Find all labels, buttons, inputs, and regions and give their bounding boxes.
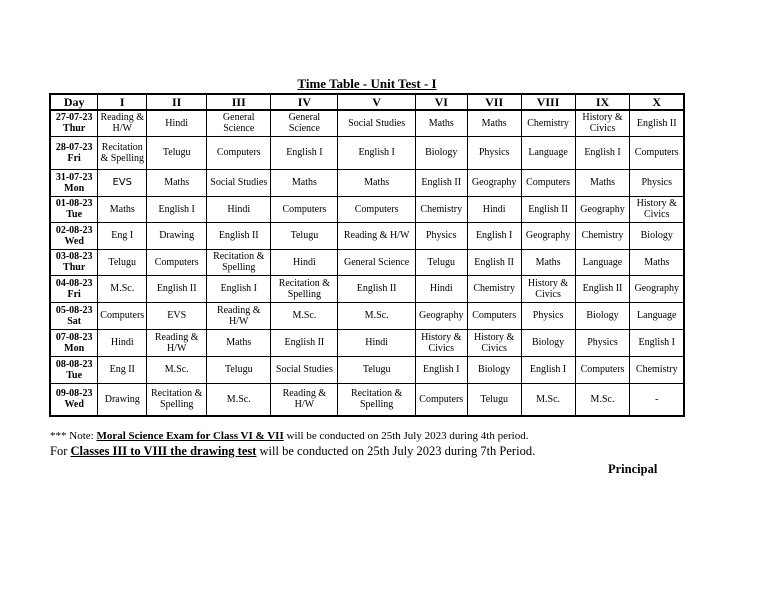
subject-cell: Chemistry: [467, 275, 521, 302]
subject-cell: Recitation & Spelling: [207, 249, 271, 275]
date: 01-08-23: [55, 198, 93, 209]
subject-cell: Social Studies: [207, 169, 271, 196]
note-highlight: Moral Science Exam for Class VI & VII: [96, 430, 284, 442]
weekday: Fri: [67, 152, 81, 164]
subject-cell: Eng II: [98, 356, 147, 383]
note-prefix: *** Note:: [50, 430, 97, 442]
weekday: Fri: [67, 288, 81, 300]
subject-cell: Recitation & Spelling: [338, 383, 415, 416]
subject-cell: Eng I: [98, 222, 147, 249]
table-row: [50, 169, 684, 196]
subject-cell: Hindi: [98, 329, 147, 356]
subject-cell: M.Sc.: [147, 356, 207, 383]
subject-cell: Reading & H/W: [271, 383, 338, 416]
subject-cell: Telugu: [147, 136, 207, 169]
date: 09-08-23: [55, 388, 93, 400]
subject-cell: M.Sc.: [98, 275, 147, 302]
weekday: Tue: [66, 369, 83, 381]
subject-cell: Maths: [271, 169, 338, 196]
subject-cell: Social Studies: [338, 110, 415, 136]
subject-cell: Geography: [630, 275, 684, 302]
subject-cell: M.Sc.: [575, 383, 630, 416]
subject-cell: Recitation & Spelling: [147, 383, 207, 416]
subject-cell: Geography: [467, 169, 521, 196]
subject-cell: Computers: [338, 196, 415, 222]
date-cell: [50, 275, 98, 302]
note-moral-science: [50, 430, 528, 442]
date-cell: [50, 356, 98, 383]
date: 28-07-23: [55, 141, 93, 153]
subject-cell: Computers: [630, 136, 684, 169]
subject-cell: Maths: [98, 196, 147, 222]
date: 05-08-23: [55, 304, 93, 316]
subject-cell: Computers: [147, 249, 207, 275]
subject-cell: Hindi: [415, 275, 467, 302]
subject-cell: Biology: [521, 329, 575, 356]
column-header-class: III: [207, 94, 271, 110]
subject-cell: Reading & H/W: [207, 302, 271, 329]
subject-cell: English I: [575, 136, 630, 169]
subject-cell: English II: [147, 275, 207, 302]
subject-cell: English II: [467, 249, 521, 275]
subject-cell: Language: [521, 136, 575, 169]
date-cell: [50, 169, 98, 196]
weekday: Thur: [63, 123, 86, 135]
subject-cell: English II: [630, 110, 684, 136]
subject-cell: Biology: [575, 302, 630, 329]
date: 04-08-23: [55, 277, 93, 289]
subject-cell: English I: [147, 196, 207, 222]
subject-cell: Recitation & Spelling: [98, 136, 147, 169]
column-header-class: VIII: [521, 94, 575, 110]
subject-cell: Physics: [630, 169, 684, 196]
subject-cell: Maths: [630, 249, 684, 275]
date-cell: [50, 196, 98, 222]
timetable: [49, 93, 685, 417]
subject-cell: Maths: [147, 169, 207, 196]
column-header-class: V: [338, 94, 415, 110]
subject-cell: Geography: [521, 222, 575, 249]
table-row: [50, 110, 684, 136]
subject-cell: Telugu: [415, 249, 467, 275]
subject-cell: Computers: [415, 383, 467, 416]
date: 08-08-23: [55, 358, 93, 370]
note-suffix: will be conducted on 25th July 2023 during 7th Period.: [256, 444, 536, 458]
subject-cell: English I: [207, 275, 271, 302]
subject-cell: Drawing: [147, 222, 207, 249]
subject-cell: Biology: [467, 356, 521, 383]
subject-cell: History & Civics: [575, 110, 630, 136]
table-row: [50, 136, 684, 169]
date-cell: [50, 302, 98, 329]
page-title: Time Table - Unit Test - I: [297, 76, 437, 91]
subject-cell: English II: [575, 275, 630, 302]
subject-cell: Recitation & Spelling: [271, 275, 338, 302]
date-cell: [50, 136, 98, 169]
table-row: [50, 356, 684, 383]
subject-cell: -: [630, 383, 684, 416]
subject-cell: Telugu: [467, 383, 521, 416]
subject-cell: Physics: [575, 329, 630, 356]
table-row: [50, 329, 684, 356]
table-row: [50, 275, 684, 302]
subject-cell: Computers: [271, 196, 338, 222]
subject-cell: Telugu: [271, 222, 338, 249]
date-cell: [50, 249, 98, 275]
subject-cell: Reading & H/W: [338, 222, 415, 249]
subject-cell: Hindi: [207, 196, 271, 222]
subject-cell: Chemistry: [630, 356, 684, 383]
subject-cell: Computers: [467, 302, 521, 329]
table-row: [50, 383, 684, 416]
subject-cell: Maths: [207, 329, 271, 356]
subject-cell: Computers: [207, 136, 271, 169]
subject-cell: Telugu: [98, 249, 147, 275]
subject-cell: Reading & H/W: [147, 329, 207, 356]
date: 27-07-23: [55, 112, 93, 124]
subject-cell: Maths: [467, 110, 521, 136]
weekday: Wed: [64, 235, 84, 247]
date-cell: [50, 329, 98, 356]
subject-cell: Reading & H/W: [98, 110, 147, 136]
weekday: Sat: [67, 315, 82, 327]
note-suffix: will be conducted on 25th July 2023 during 4th period.: [283, 430, 529, 442]
note-highlight: Classes III to VIII the drawing test: [70, 444, 257, 458]
weekday: Mon: [64, 342, 85, 354]
subject-cell: English I: [467, 222, 521, 249]
subject-cell: Biology: [630, 222, 684, 249]
date-cell: [50, 383, 98, 416]
subject-cell: English I: [338, 136, 415, 169]
subject-cell: English II: [338, 275, 415, 302]
signature-principal: Principal: [608, 462, 658, 476]
column-header-class: I: [98, 94, 147, 110]
subject-cell: English I: [415, 356, 467, 383]
subject-cell: English I: [521, 356, 575, 383]
subject-cell: Geography: [415, 302, 467, 329]
subject-cell: General Science: [207, 110, 271, 136]
weekday: Wed: [64, 399, 84, 411]
subject-cell: English I: [271, 136, 338, 169]
subject-cell: Hindi: [147, 110, 207, 136]
column-header-class: VI: [415, 94, 467, 110]
subject-cell: M.Sc.: [338, 302, 415, 329]
subject-cell: Maths: [575, 169, 630, 196]
subject-cell: Chemistry: [521, 110, 575, 136]
column-header-class: IX: [575, 94, 630, 110]
table-row: [50, 222, 684, 249]
table-row: [50, 196, 684, 222]
subject-cell: M.Sc.: [521, 383, 575, 416]
subject-cell: Hindi: [338, 329, 415, 356]
subject-cell: Maths: [415, 110, 467, 136]
subject-cell: Chemistry: [575, 222, 630, 249]
subject-cell: Maths: [521, 249, 575, 275]
subject-cell: General Science: [271, 110, 338, 136]
date: 03-08-23: [55, 251, 93, 262]
subject-cell: EVS: [98, 169, 147, 196]
date: 31-07-23: [55, 171, 93, 183]
subject-cell: Geography: [575, 196, 630, 222]
note-prefix: For: [50, 444, 71, 458]
column-header-class: X: [630, 94, 684, 110]
header-row: [50, 94, 684, 110]
subject-cell: Computers: [575, 356, 630, 383]
subject-cell: Language: [575, 249, 630, 275]
subject-cell: Hindi: [467, 196, 521, 222]
column-header-day: Day: [50, 94, 98, 110]
subject-cell: EVS: [147, 302, 207, 329]
subject-cell: Physics: [467, 136, 521, 169]
subject-cell: English II: [207, 222, 271, 249]
table-row: [50, 249, 684, 275]
subject-cell: Social Studies: [271, 356, 338, 383]
subject-cell: Computers: [521, 169, 575, 196]
weekday: Mon: [64, 182, 85, 194]
subject-cell: Drawing: [98, 383, 147, 416]
subject-cell: History & Civics: [630, 196, 684, 222]
subject-cell: General Science: [338, 249, 415, 275]
subject-cell: Maths: [338, 169, 415, 196]
subject-cell: Physics: [415, 222, 467, 249]
subject-cell: M.Sc.: [271, 302, 338, 329]
subject-cell: English II: [521, 196, 575, 222]
weekday: Thur: [63, 262, 86, 273]
subject-cell: History & Civics: [467, 329, 521, 356]
date-cell: [50, 222, 98, 249]
subject-cell: History & Civics: [415, 329, 467, 356]
subject-cell: Physics: [521, 302, 575, 329]
subject-cell: Telugu: [207, 356, 271, 383]
subject-cell: Chemistry: [415, 196, 467, 222]
note-drawing-test: [50, 444, 535, 459]
date-cell: [50, 110, 98, 136]
subject-cell: Language: [630, 302, 684, 329]
subject-cell: Biology: [415, 136, 467, 169]
subject-cell: Computers: [98, 302, 147, 329]
date: 02-08-23: [55, 224, 93, 236]
date: 07-08-23: [55, 331, 93, 343]
subject-cell: M.Sc.: [207, 383, 271, 416]
weekday: Tue: [66, 209, 83, 220]
subject-cell: English II: [271, 329, 338, 356]
column-header-class: IV: [271, 94, 338, 110]
subject-cell: Hindi: [271, 249, 338, 275]
subject-cell: English II: [415, 169, 467, 196]
subject-cell: English I: [630, 329, 684, 356]
column-header-class: II: [147, 94, 207, 110]
subject-cell: Telugu: [338, 356, 415, 383]
table-row: [50, 302, 684, 329]
column-header-class: VII: [467, 94, 521, 110]
subject-cell: History & Civics: [521, 275, 575, 302]
